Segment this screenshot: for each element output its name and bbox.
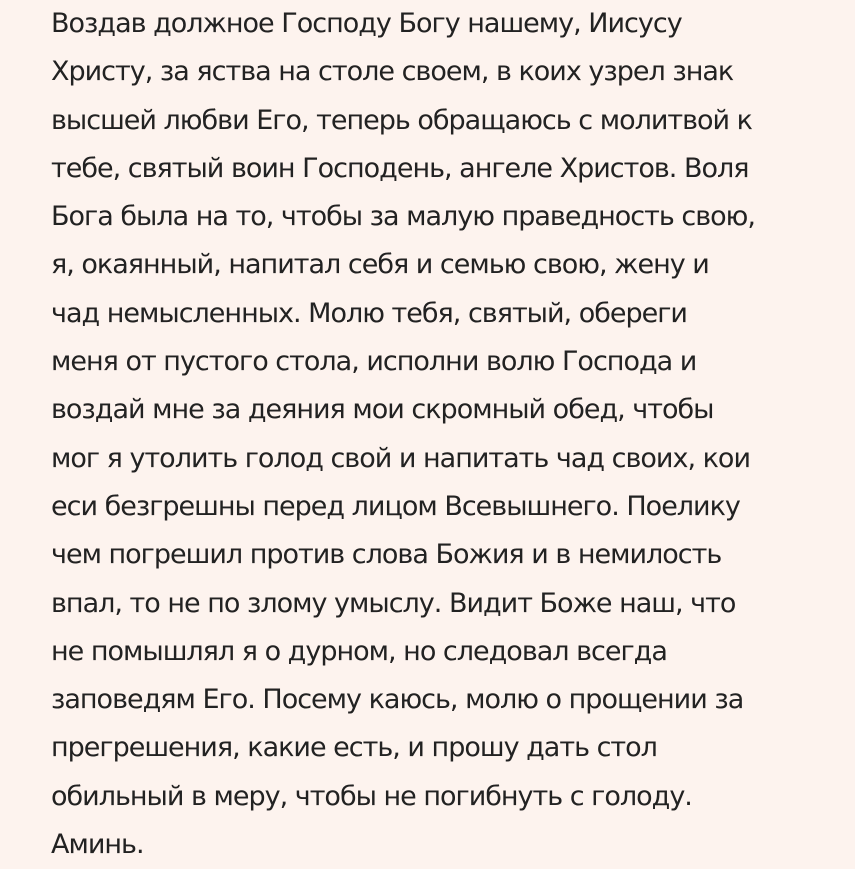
prayer-line: Аминь. bbox=[51, 829, 144, 861]
prayer-line: я, окаянный, напитал себя и семью свою, жену и bbox=[51, 249, 709, 281]
prayer-line: высшей любви Его, теперь обращаюсь с молитвой к bbox=[51, 104, 752, 136]
prayer-line: Воздав должное Господу Богу нашему, Иисусу bbox=[51, 8, 682, 39]
prayer-line: воздай мне за деяния мои скромный обед, чтобы bbox=[51, 394, 714, 426]
prayer-line: обильный в меру, чтобы не погибнуть с голоду. bbox=[51, 780, 692, 812]
prayer-line: Христу, за яства на столе своем, в коих узрел знак bbox=[51, 56, 734, 88]
prayer-line: чад немысленных. Молю тебя, святый, обереги bbox=[51, 297, 687, 329]
prayer-line: заповедям Его. Посему каюсь, молю о прощении за bbox=[51, 684, 744, 716]
prayer-line: впал, то не по злому умыслу. Видит Боже наш, что bbox=[51, 587, 736, 619]
prayer-line: Бога была на то, чтобы за малую праведность свою, bbox=[51, 201, 755, 233]
prayer-line: тебе, святый воин Господень, ангеле Христов. Воля bbox=[51, 152, 749, 184]
prayer-line: не помышлял я о дурном, но следовал всегда bbox=[51, 635, 667, 667]
prayer-line: мог я утолить голод свой и напитать чад своих, кои bbox=[51, 442, 750, 474]
prayer-line: меня от пустого стола, исполни волю Господа и bbox=[51, 346, 697, 378]
prayer-line: еси безгрешны перед лицом Всевышнего. Поелику bbox=[51, 490, 740, 522]
prayer-line: чем погрешил против слова Божия и в немилость bbox=[51, 539, 722, 571]
prayer-line: прегрешения, какие есть, и прошу дать стол bbox=[51, 732, 657, 764]
